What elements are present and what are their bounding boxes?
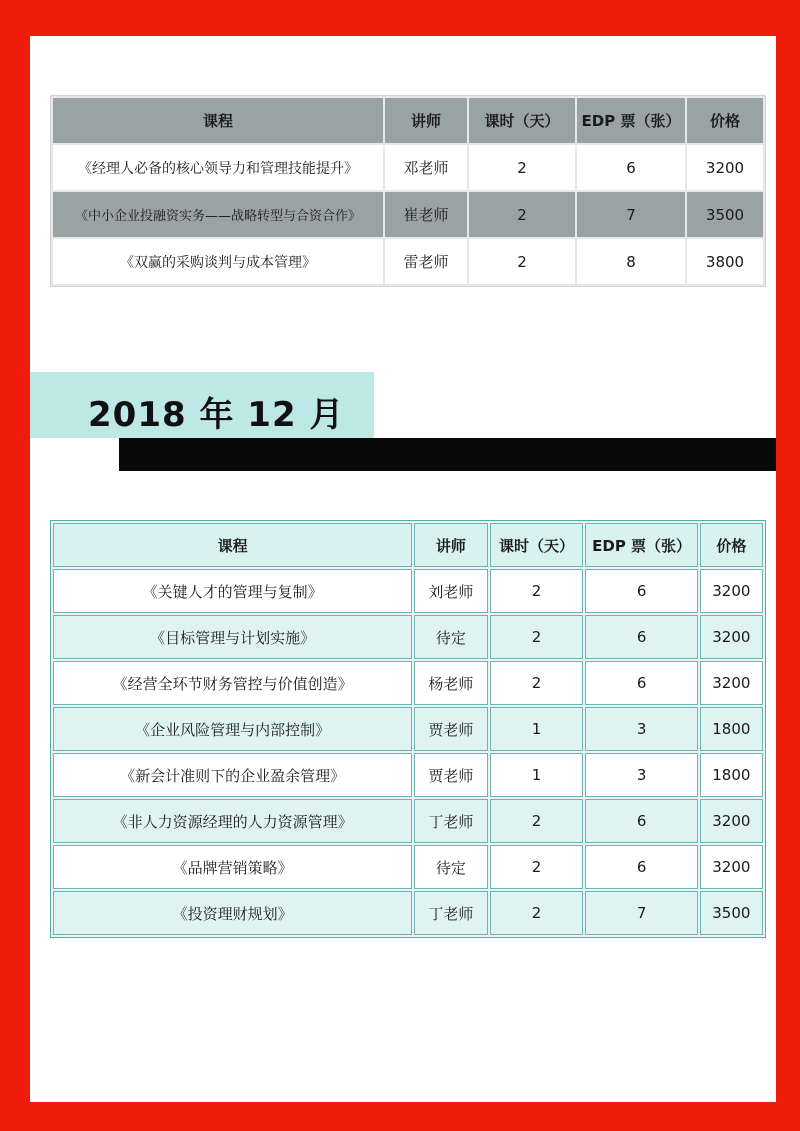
days-cell: 1: [490, 753, 584, 797]
course-cell: 《双赢的采购谈判与成本管理》: [53, 239, 383, 284]
price-cell: 3200: [700, 615, 763, 659]
teacher-cell: 贾老师: [414, 707, 487, 751]
table-row: [53, 145, 763, 190]
days-cell: 2: [469, 239, 575, 284]
header-course: 课程: [53, 98, 383, 143]
table-row: [53, 661, 763, 705]
course-cell: 《投资理财规划》: [53, 891, 412, 935]
header-days: 课时（天）: [490, 523, 584, 567]
teacher-cell: 邓老师: [385, 145, 467, 190]
page-sheet: [30, 36, 776, 1102]
price-cell: 3500: [700, 891, 763, 935]
divider-bar: [119, 438, 776, 471]
table-row: [53, 615, 763, 659]
days-cell: 2: [490, 845, 584, 889]
course-cell: 《企业风险管理与内部控制》: [53, 707, 412, 751]
teacher-cell: 崔老师: [385, 192, 467, 237]
edp-cell: 3: [585, 753, 697, 797]
price-cell: 3200: [700, 661, 763, 705]
course-cell: 《新会计准则下的企业盈余管理》: [53, 753, 412, 797]
header-price: 价格: [700, 523, 763, 567]
edp-cell: 6: [585, 615, 697, 659]
days-cell: 2: [490, 615, 584, 659]
course-cell: 《非人力资源经理的人力资源管理》: [53, 799, 412, 843]
days-cell: 2: [490, 569, 584, 613]
teacher-cell: 丁老师: [414, 799, 487, 843]
teacher-cell: 杨老师: [414, 661, 487, 705]
teacher-cell: 丁老师: [414, 891, 487, 935]
edp-cell: 6: [585, 661, 697, 705]
table-header-row: [53, 523, 763, 567]
price-cell: 3200: [700, 569, 763, 613]
course-cell: 《目标管理与计划实施》: [53, 615, 412, 659]
price-cell: 1800: [700, 753, 763, 797]
days-cell: 2: [490, 891, 584, 935]
course-cell: 《品牌营销策略》: [53, 845, 412, 889]
edp-cell: 6: [585, 569, 697, 613]
edp-cell: 7: [585, 891, 697, 935]
edp-cell: 7: [577, 192, 685, 237]
table-row: [53, 239, 763, 284]
table-row: [53, 753, 763, 797]
teacher-cell: 雷老师: [385, 239, 467, 284]
course-cell: 《中小企业投融资实务——战略转型与合资合作》: [53, 192, 383, 237]
header-teacher: 讲师: [414, 523, 487, 567]
price-cell: 3200: [687, 145, 763, 190]
table-row: [53, 707, 763, 751]
course-table-2: [50, 520, 766, 938]
table-header-row: [53, 98, 763, 143]
edp-cell: 8: [577, 239, 685, 284]
price-cell: 3200: [700, 799, 763, 843]
price-cell: 3500: [687, 192, 763, 237]
header-course: 课程: [53, 523, 412, 567]
teacher-cell: 待定: [414, 615, 487, 659]
teacher-cell: 待定: [414, 845, 487, 889]
edp-cell: 6: [577, 145, 685, 190]
days-cell: 2: [490, 661, 584, 705]
edp-cell: 3: [585, 707, 697, 751]
days-cell: 1: [490, 707, 584, 751]
price-cell: 3200: [700, 845, 763, 889]
table-row: [53, 799, 763, 843]
table-row: [53, 192, 763, 237]
edp-cell: 6: [585, 799, 697, 843]
course-cell: 《经营全环节财务管控与价值创造》: [53, 661, 412, 705]
teacher-cell: 刘老师: [414, 569, 487, 613]
price-cell: 3800: [687, 239, 763, 284]
header-edp: EDP 票（张）: [585, 523, 697, 567]
header-teacher: 讲师: [385, 98, 467, 143]
price-cell: 1800: [700, 707, 763, 751]
days-cell: 2: [469, 145, 575, 190]
table-row: [53, 569, 763, 613]
table-row: [53, 891, 763, 935]
header-edp: EDP 票（张）: [577, 98, 685, 143]
course-table-1: [50, 95, 766, 287]
course-cell: 《关键人才的管理与复制》: [53, 569, 412, 613]
teacher-cell: 贾老师: [414, 753, 487, 797]
days-cell: 2: [490, 799, 584, 843]
days-cell: 2: [469, 192, 575, 237]
header-price: 价格: [687, 98, 763, 143]
edp-cell: 6: [585, 845, 697, 889]
header-days: 课时（天）: [469, 98, 575, 143]
course-cell: 《经理人必备的核心领导力和管理技能提升》: [53, 145, 383, 190]
month-title: 2018 年 12 月: [88, 395, 345, 435]
table-row: [53, 845, 763, 889]
